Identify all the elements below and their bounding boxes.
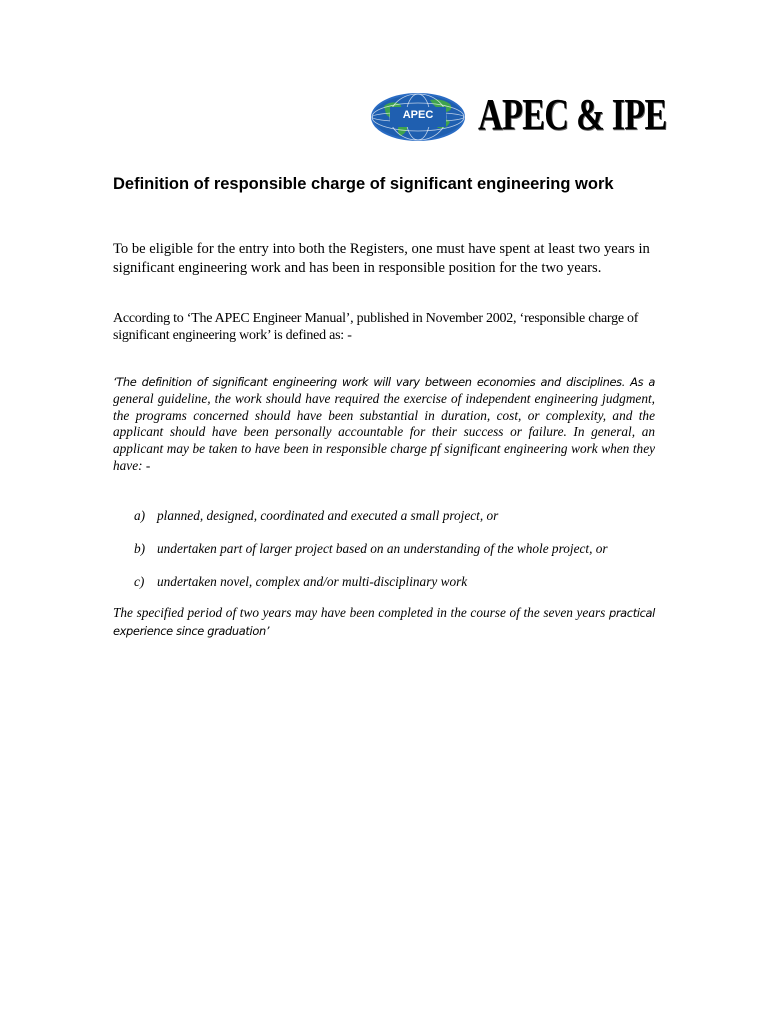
closing-main-text: The specified period of two years may have been completed in the course of the seven years	[113, 605, 606, 620]
header-logo	[370, 90, 670, 144]
logo-badge-label: APEC	[402, 109, 434, 121]
list-item	[134, 573, 467, 590]
brand-title: APEC & IPE	[478, 90, 667, 139]
closing-tail-text: practical experience since graduation’	[113, 606, 655, 638]
list-item	[134, 540, 608, 557]
page-title: Definition of responsible charge of significant engineering work	[113, 175, 614, 193]
list-item-text: undertaken part of larger project based on an understanding of the whole project, or	[157, 541, 608, 556]
list-marker: a)	[134, 508, 146, 523]
manual-reference-paragraph: According to ‘The APEC Engineer Manual’, published in November 2002, ‘responsible charge of significant engineering work’ is defined as: -	[113, 311, 639, 343]
list-item-text: planned, designed, coordinated and executed a small project, or	[157, 508, 499, 523]
list-item	[134, 507, 498, 524]
eligibility-paragraph: To be eligible for the entry into both the Registers, one must have spent at least two years in significant engineering work and has been in responsible position for the two years.	[113, 241, 650, 276]
quote-body-text: general guideline, the work should have required the exercise of independent engineering judgment, the programs concerned should have been substantial in duration, cost, or complexity, and the applicant should have been personally accountable for their success or failure. In general, an applicant may be taken to have been in responsible charge pf significant engineering work when they have: -	[113, 390, 655, 473]
list-marker: b)	[134, 541, 146, 556]
definition-quote	[113, 374, 655, 475]
quote-lead-text: ‘The definition of significant engineering work will vary between economies and disciplines. As a	[113, 375, 655, 389]
list-marker: c)	[134, 574, 145, 589]
closing-statement	[113, 604, 655, 640]
list-item-text: undertaken novel, complex and/or multi-disciplinary work	[157, 574, 468, 589]
